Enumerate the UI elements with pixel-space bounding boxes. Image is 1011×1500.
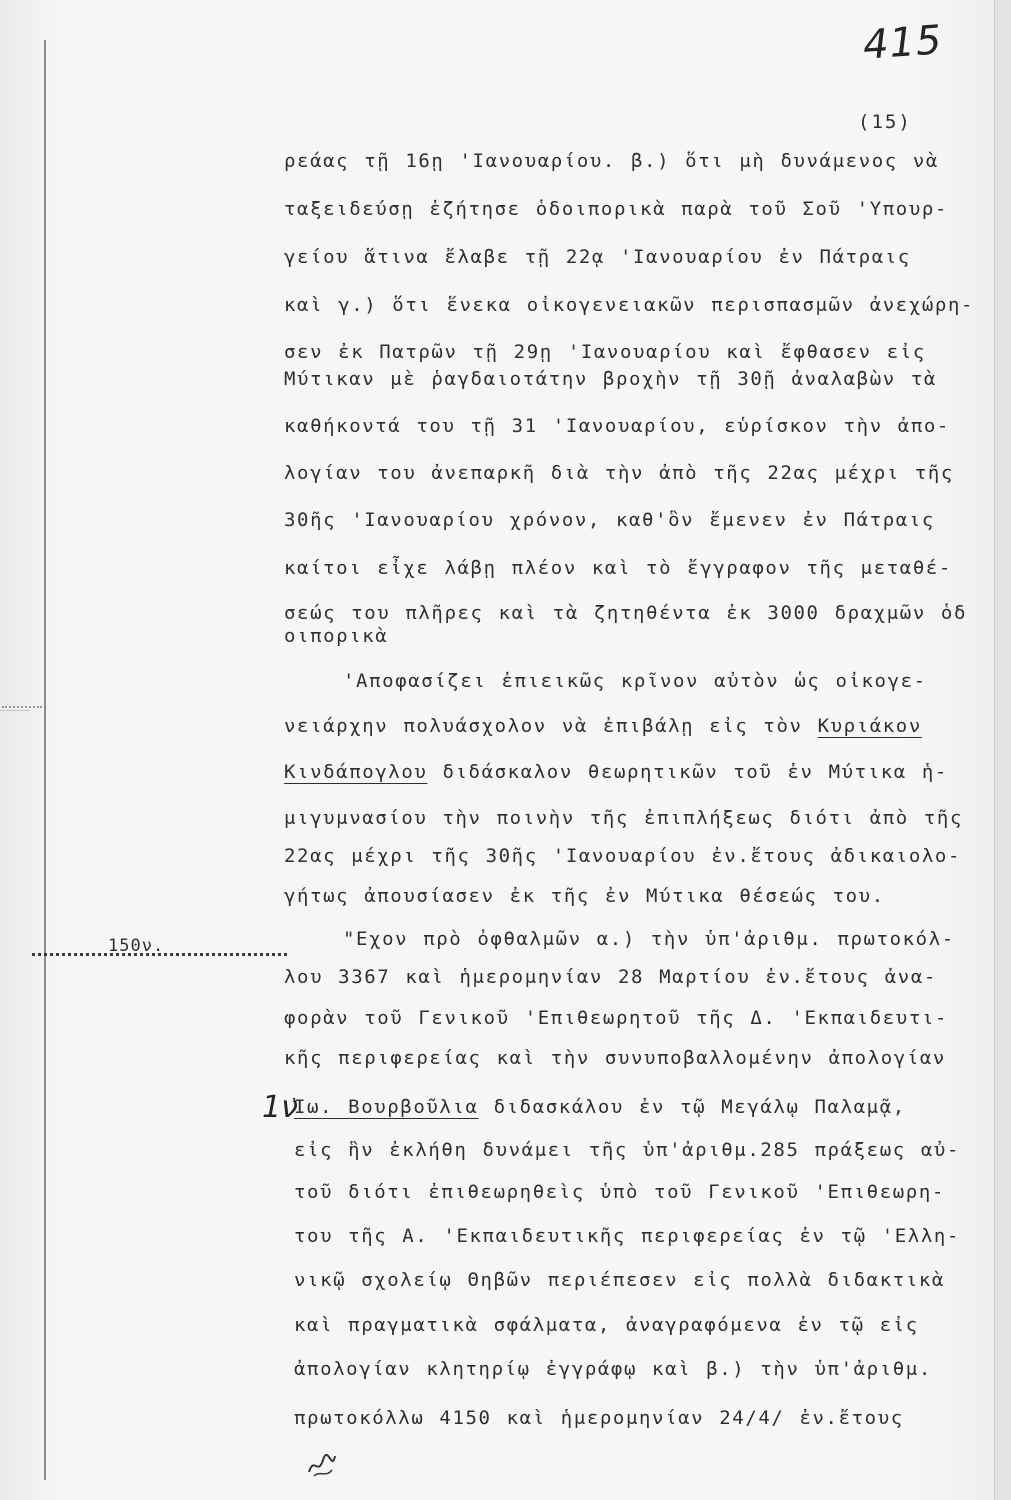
page-number: (15) — [858, 111, 912, 133]
text-line-29: ἀπολογίαν κλητηρίῳ ἐγγράφῳ καὶ β.) τὴν ὑπ'ἀριθμ. — [294, 1358, 932, 1380]
margin-note-dash — [32, 953, 287, 956]
text-line-2: ταξειδεύσῃ ἐζήτησε ὁδοιπορικὰ παρὰ τοῦ Σοῦ 'Υπουρ- — [284, 198, 948, 220]
text-line-1: ρεάας τῇ 16ῃ 'Ιανουαρίου. β.) ὅτι μὴ δυνάμενος νὰ — [284, 150, 939, 172]
margin-note — [32, 936, 287, 964]
text-line-8: λογίαν του ἀνεπαρκῆ διὰ τὴν ἀπὸ τῆς 22ας μέχρι τῆς — [284, 462, 954, 484]
edge-mark — [2, 706, 42, 708]
text-line-14 — [284, 714, 922, 738]
underlined-name-vourvoulia: Ἰω. Βουρβοῦλια — [294, 1096, 479, 1118]
text-line-13: 'Αποφασίζει ἐπιεικῶς κρῖνον αὐτὸν ὡς οἰκογε- — [343, 670, 927, 692]
text-line-28: καὶ πραγματικὰ σφάλματα, ἀναγραφόμενα ἐν τῷ εἰς — [294, 1314, 919, 1336]
margin-rule — [44, 40, 46, 1480]
handwritten-margin-mark: 1ν — [262, 1090, 298, 1125]
text-line-7: καθήκοντά του τῇ 31 'Ιανουαρίου, εὑρίσκον τὴν ἀπο- — [284, 415, 950, 437]
text-line-27: νικῷ σχολείῳ Θηβῶν περιέπεσεν εἰς πολλὰ διδακτικὰ — [294, 1269, 945, 1291]
text-line-21: φορὰν τοῦ Γενικοῦ 'Επιθεωρητοῦ τῆς Δ. 'Εκπαιδευτι- — [284, 1007, 948, 1029]
text-line-30: πρωτοκόλλω 4150 καὶ ἡμερομηνίαν 24/4/ ἐν.ἔτους — [294, 1407, 904, 1429]
underlined-name-kyriakon: Κυριάκον — [817, 715, 922, 737]
text-line-3: γείου ἅτινα ἔλαβε τῇ 22ᾳ 'Ιανουαρίου ἐν Πάτραις — [284, 246, 911, 268]
margin-note-label: 150ν. — [108, 936, 165, 956]
text-line-17: 22ας μέχρι τῆς 30ῆς 'Ιανουαρίου ἐν.ἔτους ἀδικαιολο- — [284, 845, 961, 867]
text-line-18: γήτως ἀπουσίασεν ἐκ τῆς ἐν Μύτικα θέσεώς του. — [284, 885, 885, 907]
edge-mark-secondary — [0, 710, 30, 711]
text-line-23 — [294, 1095, 906, 1119]
text-line-15 — [284, 760, 948, 784]
text-line-4: καὶ γ.) ὅτι ἕνεκα οἰκογενειακῶν περισπασμῶν ἀνεχώρη- — [284, 294, 975, 316]
text-line-24: εἰς ἣν ἐκλήθη δυνάμει τῆς ὑπ'ἀριθμ.285 πράξεως αὐ- — [294, 1139, 960, 1161]
text-line-11: σεώς του πλῆρες καὶ τὰ ζητηθέντα ἐκ 3000 δραχμῶν ὁδ — [284, 602, 967, 624]
text-line-16: μιγυμνασίου τὴν ποινὴν τῆς ἐπιπλήξεως διότι ἀπὸ τῆς — [284, 807, 963, 829]
handwritten-scrawl-icon — [306, 1448, 338, 1480]
text-line-5: σεν ἐκ Πατρῶν τῇ 29ῃ 'Ιανουαρίου καὶ ἔφθασεν εἰς — [284, 341, 926, 363]
underlined-name-kindapoglou: Κινδάπογλου — [284, 761, 428, 783]
text-line-25: τοῦ διότι ἐπιθεωρηθεὶς ὑπὸ τοῦ Γενικοῦ 'Επιθεωρη- — [294, 1181, 945, 1203]
page-edge-shadow — [994, 0, 1011, 1500]
text-line-22: κῆς περιφερείας καὶ τὴν συνυποβαλλομένην ἀπολογίαν — [284, 1047, 946, 1069]
text-line-23-rest: διδασκάλου ἐν τῷ Μεγάλῳ Παλαμᾷ, — [478, 1096, 906, 1118]
text-line-20: λου 3367 καὶ ἡμερομηνίαν 28 Μαρτίου ἐν.ἔτους ἀνα- — [284, 966, 937, 988]
text-line-10: καίτοι εἶχε λάβῃ πλέον καὶ τὸ ἔγγραφον τῆς μεταθέ- — [284, 557, 952, 579]
text-line-9: 30ῆς 'Ιανουαρίου χρόνον, καθ'ὃν ἔμενεν ἐν Πάτραις — [284, 509, 935, 531]
text-line-14-start: νειάρχην πολυάσχολον νὰ ἐπιβάλῃ εἰς τὸν — [284, 715, 818, 737]
text-line-12: οιπορικὰ — [284, 625, 389, 647]
text-line-15-rest: διδάσκαλον θεωρητικῶν τοῦ ἐν Μύτικα ἡ- — [427, 761, 948, 783]
text-line-19: "Εχον πρὸ ὀφθαλμῶν α.) τὴν ὑπ'ἀριθμ. πρωτοκόλ- — [343, 928, 955, 950]
text-line-26: του τῆς Α. 'Εκπαιδευτικῆς περιφερείας ἐν τῷ 'Ελλη- — [294, 1225, 960, 1247]
text-line-6: Μύτικαν μὲ ῥαγδαιοτάτην βροχὴν τῇ 30ῇ ἀναλαβὼν τὰ — [284, 368, 937, 390]
archive-number: 415 — [861, 17, 944, 69]
